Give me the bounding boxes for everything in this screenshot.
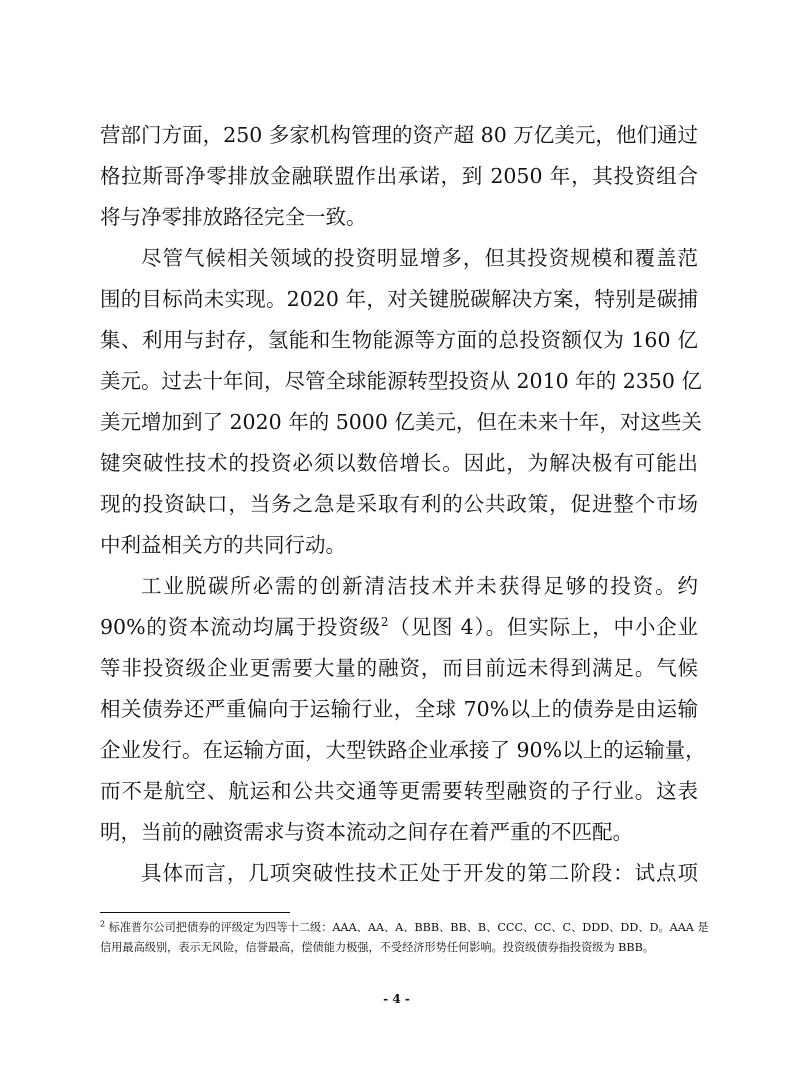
footnote-marker: 2 [100, 919, 106, 929]
text-line: 键突破性技术的投资必须以数倍增长。因此，为解决极有可能出 [100, 451, 698, 475]
text-line: 美元增加到了 2020 年的 5000 亿美元，但在未来十年，对这些关 [100, 410, 702, 434]
text-line: 明，当前的融资需求与资本流动之间存在着严重的不匹配。 [100, 820, 633, 844]
text-line: 集、利用与封存，氢能和生物能源等方面的总投资额仅为 160 亿 [100, 328, 698, 352]
footnote-line: 信用最高级别，表示无风险，信誉最高，偿债能力极强，不受经济形势任何影响。投资级债券指投资级为 BBB。 [100, 941, 655, 954]
footnote-line [100, 918, 709, 938]
text-line: 工业脱碳所必需的创新清洁技术并未获得足够的投资。约 [141, 574, 698, 598]
text-line: 现的投资缺口，当务之急是采取有利的公共政策，促进整个市场 [100, 492, 698, 516]
text-line: 相关债券还严重偏向于运输行业，全球 70%以上的债券是由运输 [100, 697, 698, 721]
footnote-separator [100, 912, 290, 913]
page-number: - 4 - [383, 992, 410, 1006]
text-line: 具体而言，几项突破性技术正处于开发的第二阶段：试点项 [141, 861, 698, 885]
text-line: 营部门方面，250 多家机构管理的资产超 80 万亿美元，他们通过 [100, 123, 698, 147]
text-segment: （见图 4）。但实际上，中小企业 [388, 615, 698, 639]
text-line-with-footnote [100, 607, 698, 648]
footnote-reference[interactable]: 2 [380, 615, 389, 630]
footnote-text: 标准普尔公司把债券的评级定为四等十二级：AAA、AA、A、BBB、BB、B、CCC、CC、C、DDD、DD、D。AAA 是 [108, 921, 709, 934]
text-line: 围的目标尚未实现。2020 年，对关键脱碳解决方案，特别是碳捕 [100, 287, 698, 311]
text-segment: 90%的资本流动均属于投资级 [100, 615, 381, 639]
text-line: 美元。过去十年间，尽管全球能源转型投资从 2010 年的 2350 亿 [100, 369, 702, 393]
text-line: 将与净零排放路径完全一致。 [100, 205, 367, 229]
text-line: 尽管气候相关领域的投资明显增多，但其投资规模和覆盖范 [141, 246, 698, 270]
body-text [100, 115, 706, 894]
text-line: 而不是航空、航运和公共交通等更需要转型融资的子行业。这表 [100, 779, 698, 803]
footnote [100, 918, 709, 958]
text-line: 格拉斯哥净零排放金融联盟作出承诺，到 2050 年，其投资组合 [100, 164, 698, 188]
text-line: 等非投资级企业更需要大量的融资，而目前远未得到满足。气候 [100, 656, 698, 680]
text-line: 中利益相关方的共同行动。 [100, 533, 346, 557]
text-line: 企业发行。在运输方面，大型铁路企业承接了 90%以上的运输量， [100, 738, 706, 762]
